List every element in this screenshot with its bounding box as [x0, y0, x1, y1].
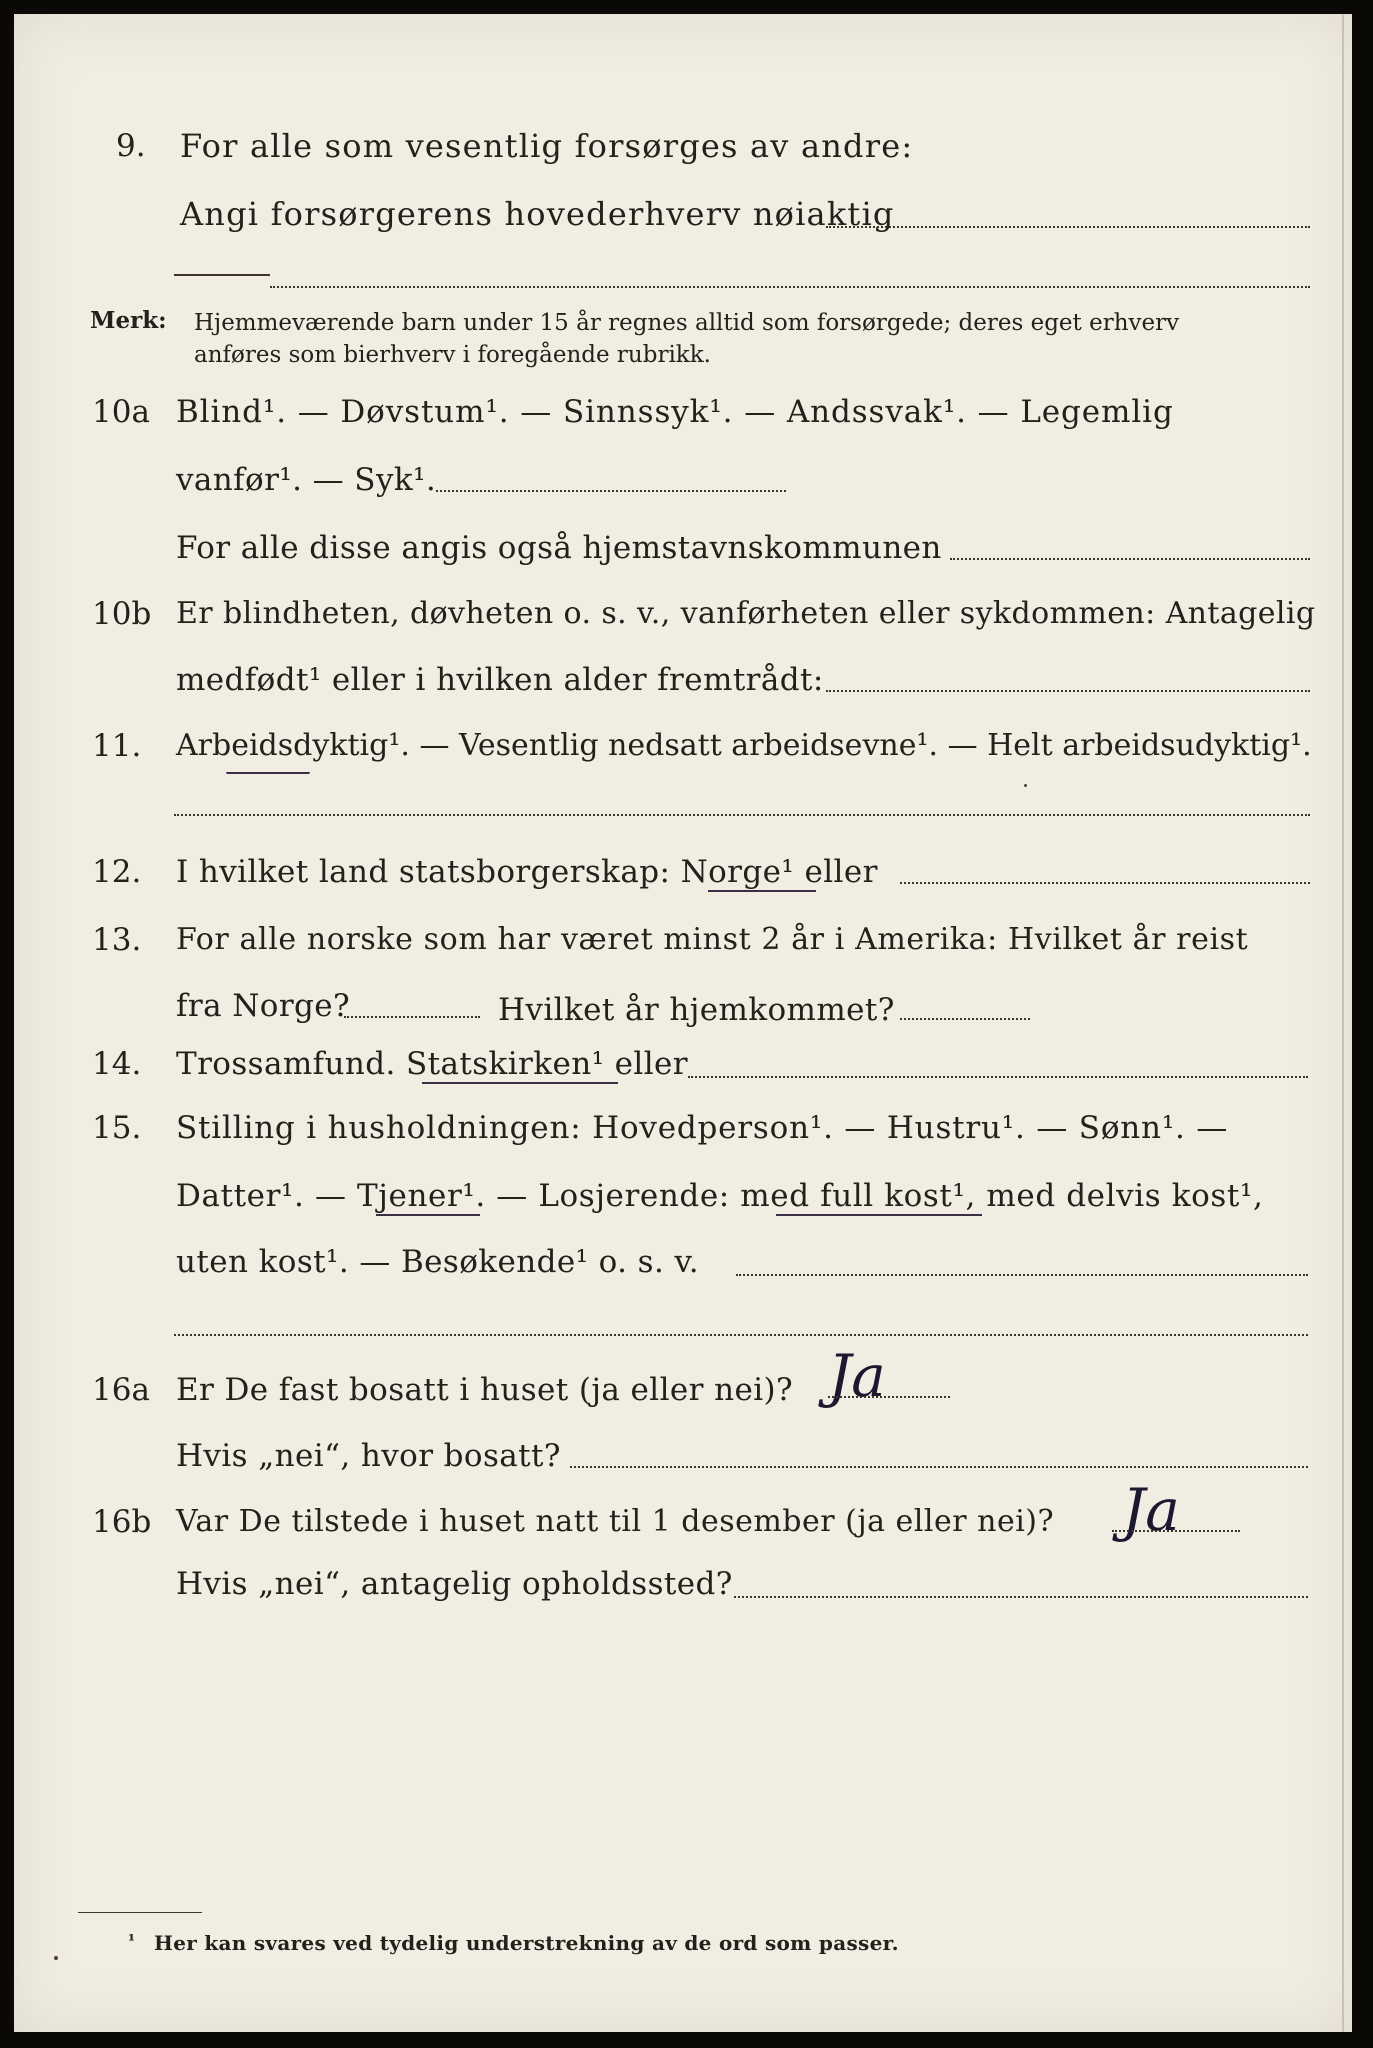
- footnote-rule: [78, 1912, 202, 1913]
- q15-field-2: [174, 1334, 1308, 1336]
- q14-field: [688, 1076, 1308, 1078]
- q12-norge-underline: [708, 890, 816, 892]
- q14-line-1: Trossamfund. Statskirken¹ eller: [176, 1046, 688, 1082]
- q10b-line-1: Er blindheten, døvheten o. s. v., vanførheten eller sykdommen: Antagelig: [176, 596, 1316, 631]
- q9-answer-field-2: [270, 286, 1310, 288]
- q9-number: 9.: [116, 128, 146, 164]
- q9-line-1: For alle som vesentlig forsørges av andre:: [180, 127, 914, 165]
- q10b-line-2: medfødt¹ eller i hvilken alder fremtrådt:: [176, 662, 824, 698]
- q16a-handwritten-answer: Ja: [828, 1342, 886, 1410]
- q12-number: 12.: [92, 854, 142, 890]
- q10b-number: 10b: [92, 596, 152, 632]
- q14-number: 14.: [92, 1046, 142, 1082]
- q13-field-1: [344, 1016, 480, 1018]
- q10a-field-2: [950, 558, 1310, 560]
- q16a-number: 16a: [92, 1372, 150, 1408]
- q14-statskirken-underline: [422, 1082, 618, 1084]
- q10a-line-3: For alle disse angis også hjemstavnskommunen: [176, 530, 942, 566]
- q13-field-2: [900, 1018, 1030, 1020]
- q16b-line-2: Hvis „nei“, antagelig opholdssted?: [176, 1566, 733, 1602]
- note-label: Merk:: [90, 307, 167, 334]
- note-line-2: anføres som bierhverv i foregående rubrikk.: [194, 342, 711, 368]
- q10a-field-1: [436, 490, 786, 492]
- q10a-line-2: vanfør¹. — Syk¹.: [176, 462, 437, 498]
- footnote-mark: ¹: [128, 1931, 136, 1950]
- q11-field: [174, 814, 1310, 816]
- q13-line-2a: fra Norge?: [176, 988, 351, 1024]
- q15-line-3: uten kost¹. — Besøkende¹ o. s. v.: [176, 1244, 699, 1280]
- q9-answer-field: [826, 226, 1310, 228]
- q15-tjener-underline: [376, 1214, 480, 1216]
- q15-field-1: [736, 1274, 1308, 1276]
- q12-line-1: I hvilket land statsborgerskap: Norge¹ eller: [176, 854, 878, 890]
- q16a-field-1: [828, 1396, 950, 1398]
- q13-line-1: For alle norske som har været minst 2 år i Amerika: Hvilket år reist: [176, 922, 1249, 957]
- census-form-page: [14, 14, 1352, 2032]
- q10a-line-1: Blind¹. — Døvstum¹. — Sinnssyk¹. — Andssvak¹. — Legemlig: [176, 394, 1174, 430]
- q13-number: 13.: [92, 922, 142, 958]
- q16b-handwritten-answer: Ja: [1122, 1476, 1180, 1544]
- q9-line-2: Angi forsørgerens hovederhverv nøiaktig: [180, 195, 895, 233]
- q9-rule-short: [174, 274, 270, 276]
- q10a-number: 10a: [92, 394, 150, 430]
- q16a-field-2: [570, 1466, 1308, 1468]
- q11-underline-mark: [226, 772, 310, 774]
- q16b-line-1: Var De tilstede i huset natt til 1 desember (ja eller nei)?: [176, 1504, 1055, 1539]
- q13-line-2b: Hvilket år hjemkommet?: [498, 992, 895, 1028]
- q10b-field: [826, 690, 1310, 692]
- q16b-field-2: [734, 1596, 1308, 1598]
- q15-number: 15.: [92, 1110, 142, 1146]
- q15-line-1: Stilling i husholdningen: Hovedperson¹. — Hustru¹. — Sønn¹. —: [176, 1110, 1229, 1146]
- q12-field: [900, 882, 1310, 884]
- q11-line-1: Arbeidsdyktig¹. — Vesentlig nedsatt arbeidsevne¹. — Helt arbeidsudyktig¹.: [176, 728, 1312, 763]
- q15-full-kost-underline: [776, 1214, 982, 1216]
- footnote-text: Her kan svares ved tydelig understrekning av de ord som passer.: [154, 1931, 899, 1955]
- q15-line-2: Datter¹. — Tjener¹. — Losjerende: med full kost¹, med delvis kost¹,: [176, 1178, 1264, 1214]
- q16b-field-1: [1112, 1530, 1240, 1532]
- page-edge-rule: [1342, 14, 1344, 2032]
- paper-speck: [54, 1956, 58, 1960]
- q11-number: 11.: [92, 728, 142, 764]
- note-line-1: Hjemmeværende barn under 15 år regnes alltid som forsørgede; deres eget erhverv: [194, 310, 1180, 336]
- q16a-line-1: Er De fast bosatt i huset (ja eller nei)?: [176, 1372, 794, 1408]
- q16b-number: 16b: [92, 1504, 152, 1540]
- paper-speck: [1024, 784, 1027, 787]
- q16a-line-2: Hvis „nei“, hvor bosatt?: [176, 1438, 561, 1474]
